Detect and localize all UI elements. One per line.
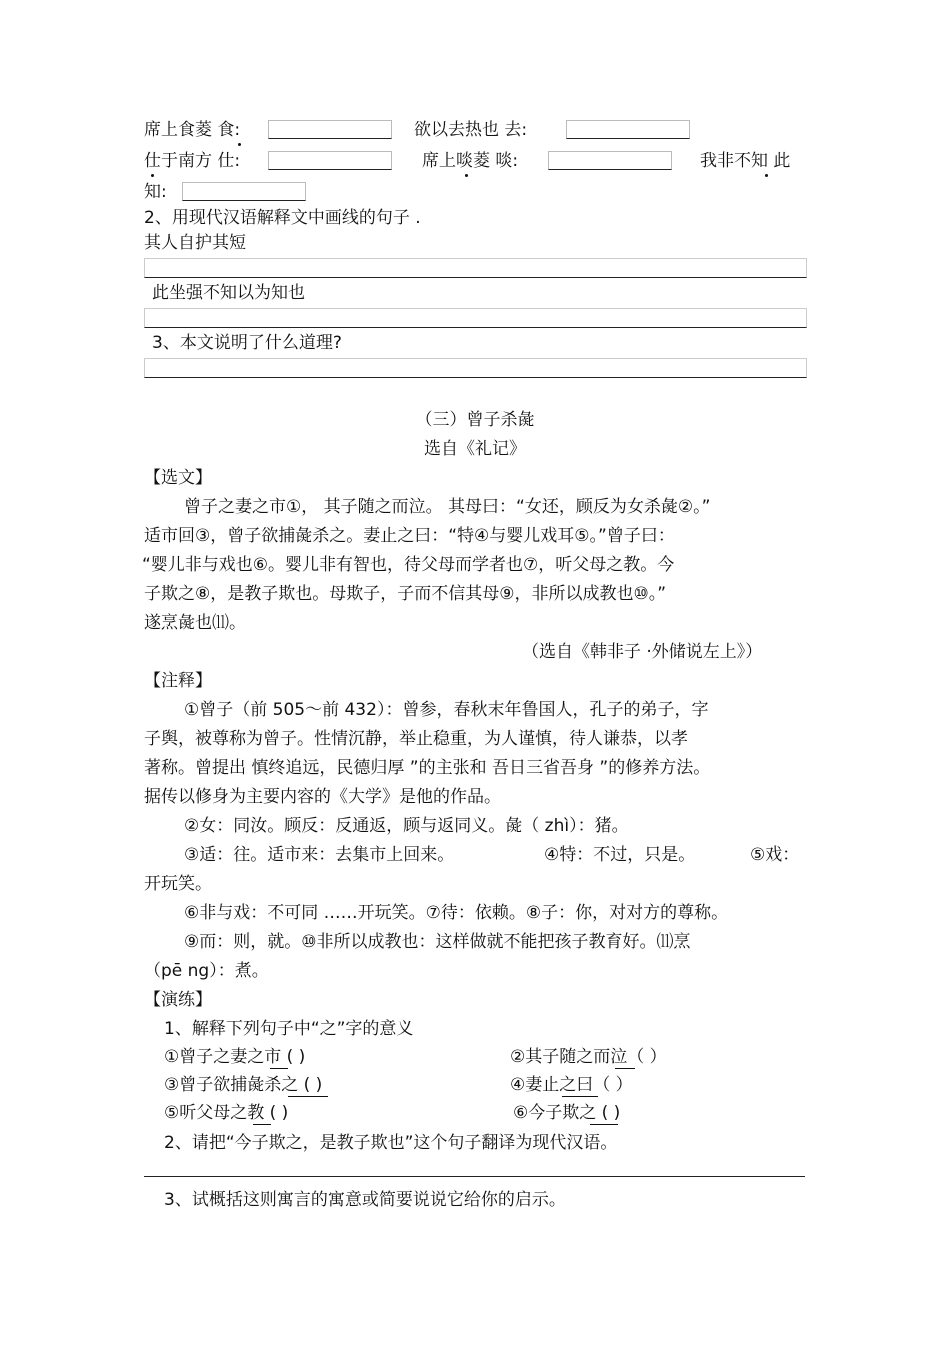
citation: （选自《韩非子 ·外储说左上》）	[522, 642, 763, 662]
underline-mark	[253, 1124, 271, 1125]
passage-line-3: “婴儿非与戏也⑥。婴儿非有智也，待父母而学者也⑦，听父母之教。今	[142, 555, 675, 575]
exercise-1-item-6[interactable]: ⑥今子欺之 ( )	[513, 1103, 621, 1123]
note-line-6c: ⑤戏：	[750, 845, 800, 865]
sentence-1: 其人自护其短	[144, 233, 246, 253]
note-line-10: （pē ng）：煮。	[144, 961, 269, 981]
vocab-item-zhi: 我非不知 此	[700, 151, 791, 171]
answer-blank-shi2[interactable]	[268, 151, 392, 170]
heading-zhushi: 【注释】	[144, 671, 212, 691]
emphasis-dot	[238, 143, 241, 146]
underline-mark	[562, 1096, 598, 1097]
exercise-1-item-3[interactable]: ③曾子欲捕彘杀之 ( )	[164, 1075, 323, 1095]
emphasis-dot	[465, 174, 468, 177]
section-title: （三）曾子杀彘	[415, 410, 535, 430]
answer-blank-shi[interactable]	[268, 120, 392, 139]
vocab-item-shi: 席上食菱 食:	[144, 120, 241, 140]
exercise-1-item-2[interactable]: ②其子随之而泣（ ）	[510, 1047, 667, 1067]
underline-mark	[615, 1068, 635, 1069]
note-line-6a: ③适：往。适市来：去集市上回来。	[184, 845, 455, 865]
answer-blank-zhi[interactable]	[182, 182, 306, 201]
heading-xuanwen: 【选文】	[144, 468, 212, 488]
answer-box-2[interactable]	[144, 308, 807, 328]
question-2: 2、用现代汉语解释文中画线的句子 .	[144, 208, 421, 228]
vocab-item-dan: 席上啖菱 啖:	[422, 151, 519, 171]
answer-line-exercise-2[interactable]	[144, 1176, 805, 1177]
exercise-3: 3、试概括这则寓言的寓意或简要说说它给你的启示。	[164, 1190, 566, 1210]
exercise-2: 2、请把“今子欺之，是教子欺也”这个句子翻译为现代汉语。	[164, 1133, 618, 1153]
heading-yanlian: 【演练】	[144, 990, 212, 1010]
note-line-7: 开玩笑。	[144, 874, 212, 894]
emphasis-dot	[151, 174, 154, 177]
note-line-9: ⑨而：则，就。⑩非所以成教也：这样做就不能把孩子教育好。⑾烹	[184, 932, 691, 952]
section-source: 选自《礼记》	[424, 439, 526, 459]
underline-mark	[270, 1068, 288, 1069]
exercise-1: 1、解释下列句子中“之”字的意义	[164, 1019, 414, 1039]
underline-mark	[590, 1124, 618, 1125]
answer-blank-qu[interactable]	[566, 120, 690, 139]
note-line-6b: ④特：不过，只是。	[544, 845, 696, 865]
sentence-2: 此坐强不知以为知也	[152, 283, 305, 303]
vocab-item-shi2: 仕于南方 仕:	[144, 151, 241, 171]
underline-mark	[288, 1096, 328, 1097]
note-line-4: 据传以修身为主要内容的《大学》是他的作品。	[144, 787, 501, 807]
note-line-3: 著称。曾提出 慎终追远，民德归厚 ”的主张和 吾日三省吾身 ”的修养方法。	[144, 758, 711, 778]
answer-box-3[interactable]	[144, 358, 807, 378]
note-line-2: 子舆，被尊称为曾子。性情沉静，举止稳重，为人谨慎，待人谦恭，以孝	[144, 729, 688, 749]
emphasis-dot	[765, 174, 768, 177]
exercise-1-item-4[interactable]: ④妻止之曰（ ）	[510, 1075, 633, 1095]
question-3: 3、本文说明了什么道理?	[152, 333, 342, 353]
answer-blank-dan[interactable]	[548, 151, 672, 170]
passage-line-4: 子欺之⑧，是教子欺也。母欺子，子而不信其母⑨，非所以成教也⑩。”	[144, 584, 667, 604]
vocab-item-zhi-label: 知:	[144, 182, 167, 202]
passage-line-1: 曾子之妻之市①， 其子随之而泣。 其母曰：“女还，顾反为女杀彘②。”	[184, 497, 711, 517]
passage-line-5: 遂烹彘也⑾。	[144, 613, 246, 633]
vocab-item-qu: 欲以去热也 去:	[414, 120, 528, 140]
note-line-1: ①曾子（前 505～前 432）：曾参，春秋末年鲁国人，孔子的弟子，字	[184, 700, 709, 720]
exercise-1-item-5[interactable]: ⑤听父母之教 ( )	[164, 1103, 289, 1123]
note-line-5: ②女：同汝。顾反：反通返，顾与返同义。彘（ zhì）：猪。	[184, 816, 629, 836]
answer-box-1[interactable]	[144, 258, 807, 278]
passage-line-2: 适市回③，曾子欲捕彘杀之。妻止之曰：“特④与婴儿戏耳⑤。”曾子曰：	[144, 526, 675, 546]
note-line-8: ⑥非与戏：不可同 ……开玩笑。⑦待：依赖。⑧子：你，对对方的尊称。	[184, 903, 729, 923]
exercise-1-item-1[interactable]: ①曾子之妻之市 ( )	[164, 1047, 306, 1067]
